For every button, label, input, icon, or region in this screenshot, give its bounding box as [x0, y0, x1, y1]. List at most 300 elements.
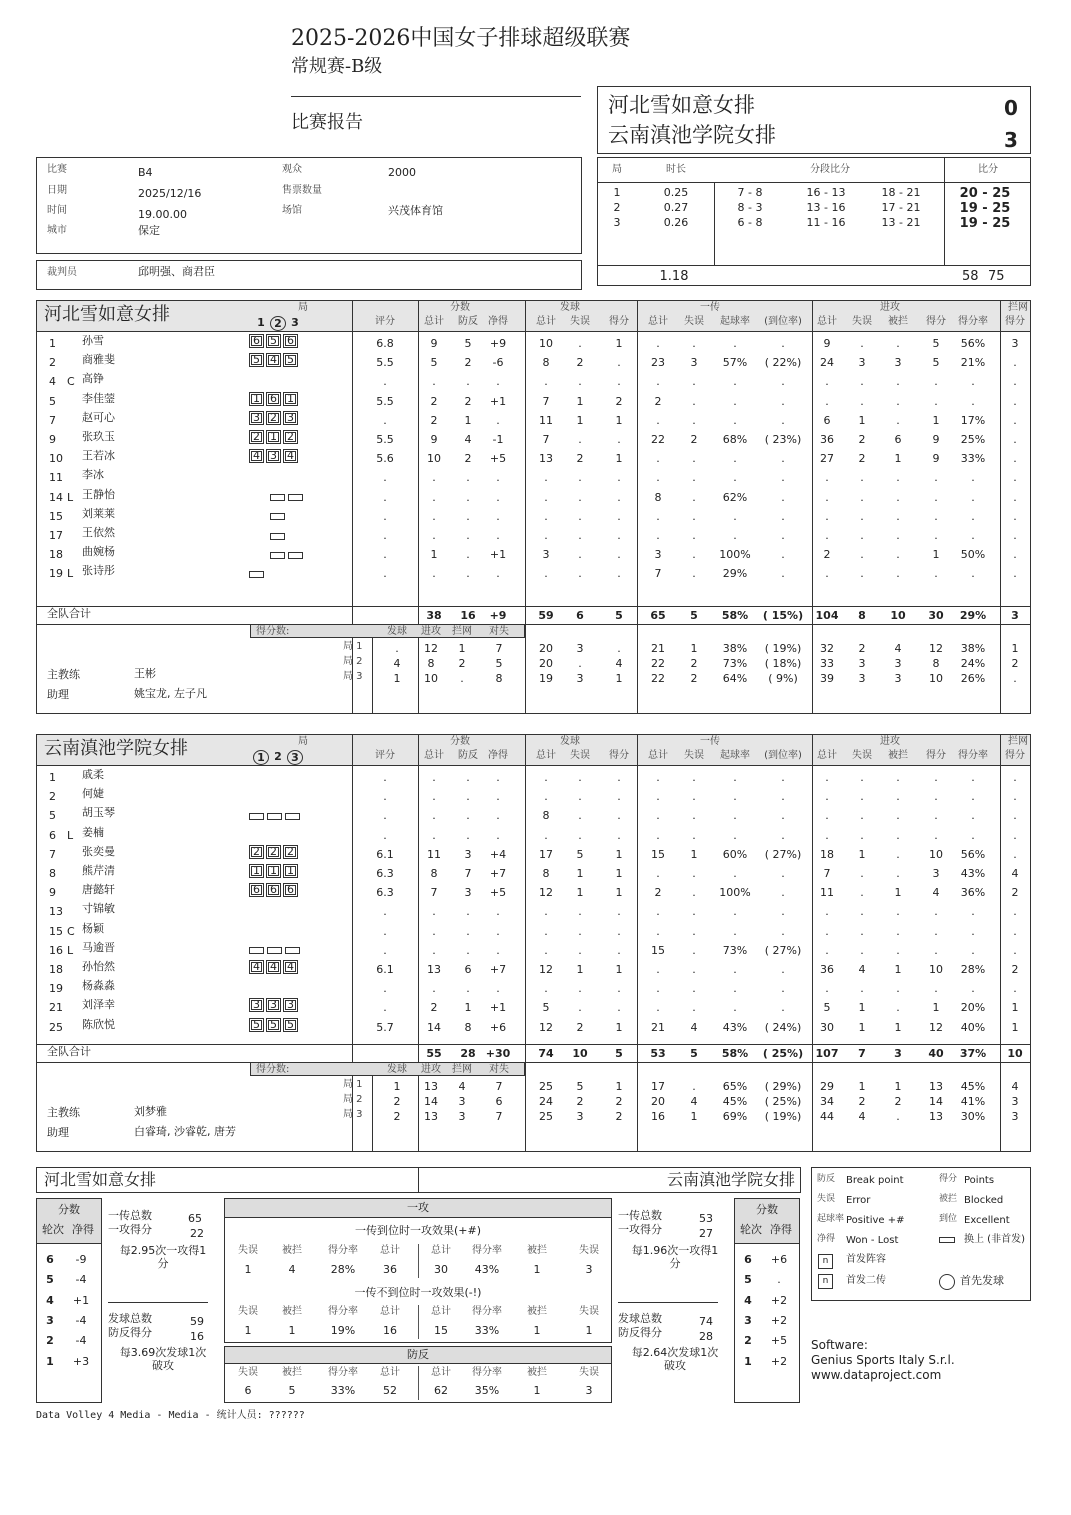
set-head: 局 — [298, 736, 308, 747]
col-head-vote: 评分 — [375, 750, 395, 761]
bottom-team-a: 河北雪如意女排 — [44, 1170, 157, 1189]
set-stat-cell: 4 — [894, 642, 902, 655]
set-col-number: 3 — [287, 750, 303, 765]
block-group: 拦网 — [1008, 736, 1028, 747]
stat-cell: . — [544, 982, 548, 996]
stat-cell: 1 — [615, 452, 623, 466]
stat-cell: . — [860, 905, 864, 919]
stat-cell: 2 — [858, 433, 866, 446]
stat-cell: 7 — [430, 886, 438, 900]
set-label: 局 2 — [343, 1094, 363, 1105]
stat-cell: 2 — [858, 452, 866, 466]
rotation-box: 6 — [266, 883, 281, 897]
fa-cell: 62 — [434, 1384, 448, 1397]
stat-cell: . — [896, 809, 900, 823]
stat-cell: . — [860, 886, 864, 900]
set-h-partial: 分段比分 — [810, 164, 850, 175]
total-cell: 107 — [815, 1047, 839, 1060]
stat-cell: . — [825, 924, 829, 938]
rotation-box: 4 — [249, 449, 264, 463]
stat-cell: . — [896, 529, 900, 542]
set-stat-cell: 19 — [539, 672, 553, 685]
stat-cell: . — [544, 529, 548, 542]
fa-cell: 33% — [474, 1324, 500, 1337]
col-head-pt: 得分 — [609, 750, 629, 761]
stat-cell: . — [896, 567, 900, 581]
set-stat-cell: 1 — [858, 1080, 866, 1093]
stat-cell: . — [1013, 943, 1017, 957]
stat-cell: 4 — [932, 886, 940, 900]
fa-bad-title: 一传不到位时一攻效果(-!) — [354, 1286, 482, 1299]
set-col-number: 2 — [270, 316, 286, 331]
player-number: 9 — [49, 433, 56, 446]
rotation-net: +3 — [72, 1354, 90, 1368]
stat-cell: . — [1013, 790, 1017, 804]
stat-cell: . — [860, 394, 864, 408]
stat-cell: . — [934, 828, 938, 842]
stat-cell: . — [496, 471, 500, 485]
first-attack-title: 一攻 — [407, 1201, 429, 1214]
set-stat-cell: 44 — [820, 1110, 834, 1123]
stat-cell: . — [1013, 394, 1017, 408]
player-name: 寸锦敏 — [82, 902, 115, 916]
set-stat-cell: 24 — [539, 1095, 553, 1108]
col-head-pt: 得分 — [926, 316, 946, 327]
stat-cell: 30 — [820, 1020, 834, 1034]
stat-cell: . — [1013, 828, 1017, 842]
assist-label: 助理 — [47, 688, 69, 701]
stat-cell: . — [934, 509, 938, 523]
stat-cell: . — [692, 886, 696, 900]
rotation-number: 6 — [46, 1253, 54, 1266]
player-number: 18 — [49, 963, 63, 976]
col-head-tot: 总计 — [424, 750, 444, 761]
rotation-number: 5 — [744, 1273, 752, 1287]
stat-cell: 1 — [858, 847, 866, 861]
stat-cell: 3 — [464, 886, 472, 900]
fa-col-head: 得分率 — [472, 1245, 502, 1256]
score-sets-b: 3 — [1004, 128, 1018, 152]
assist-names: 白睿琦, 沙睿乾, 唐芳 — [134, 1125, 236, 1138]
fa-col-head: 总计 — [431, 1306, 451, 1317]
set-duration: 0.26 — [663, 216, 689, 229]
stat-cell: . — [692, 337, 696, 350]
audience-label: 观众 — [282, 164, 302, 175]
player-number: 2 — [49, 790, 56, 804]
stat-cell: 27 — [820, 452, 834, 466]
stat-cell: . — [934, 471, 938, 485]
set-h-dur: 时长 — [666, 164, 686, 175]
set-stat-cell: 1 — [615, 1080, 623, 1093]
stat-cell: . — [896, 867, 900, 880]
player-rotation-boxes — [249, 392, 300, 406]
stat-cell: . — [466, 943, 470, 957]
set-stat-cell: 34 — [820, 1095, 834, 1108]
player-number: 11 — [49, 471, 63, 485]
stat-cell: 1 — [576, 394, 584, 408]
stat-cell: 18 — [820, 847, 834, 861]
fa-cell: 1 — [533, 1324, 541, 1337]
stat-cell: +7 — [489, 963, 507, 976]
stat-cell: . — [781, 375, 785, 389]
points-of-label: 得分数: — [256, 626, 290, 637]
player-role: L — [67, 567, 74, 581]
stat-cell: . — [934, 771, 938, 784]
col-head-tot: 总计 — [536, 316, 556, 327]
stat-cell: 8 — [654, 490, 662, 504]
legend-start: 首发阵容 — [846, 1254, 886, 1265]
rotation-box: 3 — [266, 998, 281, 1012]
stat-cell: 10 — [929, 963, 943, 976]
stat-cell: . — [1013, 905, 1017, 919]
stat-cell: . — [733, 509, 737, 523]
fa-col-head: 总计 — [431, 1245, 451, 1256]
stat-cell: . — [781, 413, 785, 427]
player-name: 王若冰 — [82, 449, 115, 463]
stat-cell: 2 — [615, 394, 623, 408]
total-cell: +9 — [489, 609, 507, 622]
player-number: 10 — [49, 452, 63, 466]
col-head-wl: 净得 — [488, 316, 508, 327]
stat-cell: 10 — [539, 337, 553, 350]
stat-cell: 1 — [932, 548, 940, 562]
set-score: 19 - 25 — [959, 201, 1011, 216]
set-partial-2: 16 - 13 — [806, 186, 846, 199]
stat-cell: . — [733, 924, 737, 938]
referee-box — [36, 260, 582, 290]
player-sub-marks — [249, 567, 267, 580]
stat-cell: 4 — [464, 433, 472, 446]
total-cell: 104 — [815, 609, 839, 622]
software-line1: Software: — [811, 1338, 868, 1352]
set-stat-cell: 13 — [929, 1080, 943, 1093]
stat-cell: . — [896, 1001, 900, 1015]
b-recv-note: 每1.96次一攻得1分 — [631, 1244, 719, 1270]
fa-col-head: 失误 — [579, 1306, 599, 1317]
stat-cell: . — [781, 828, 785, 842]
set-label: 局 3 — [343, 1109, 363, 1120]
stat-cell: . — [825, 828, 829, 842]
player-number: 7 — [49, 413, 56, 427]
stat-cell: 7 — [464, 867, 472, 880]
stat-cell: 100% — [719, 886, 751, 900]
stat-cell: 22 — [651, 433, 665, 446]
legend-err: 失误 — [817, 1194, 836, 1204]
reception-group: 一传 — [700, 302, 720, 313]
stat-cell: 1 — [615, 963, 623, 976]
set-stat-cell: 38% — [960, 642, 986, 655]
divider — [36, 606, 1031, 607]
stat-cell: . — [896, 548, 900, 562]
fa-cell: 1 — [533, 1384, 541, 1397]
player-number: 1 — [49, 337, 56, 350]
stat-cell: -1 — [492, 433, 504, 446]
stat-cell: . — [781, 924, 785, 938]
stat-cell: . — [860, 943, 864, 957]
legend-pos: 起球率 — [817, 1214, 845, 1224]
referee-value: 邱明强、商君臣 — [138, 265, 215, 278]
total-cell: 6 — [576, 609, 584, 622]
stat-cell: +4 — [489, 847, 507, 861]
stat-cell: . — [432, 567, 436, 581]
stat-cell: . — [578, 567, 582, 581]
legend-blkE: Blocked — [964, 1195, 1004, 1206]
stat-cell: . — [578, 548, 582, 562]
stat-cell: . — [544, 490, 548, 504]
rotation-number: 1 — [744, 1354, 752, 1368]
stat-cell: . — [733, 790, 737, 804]
stat-cell: 3 — [542, 548, 550, 562]
stat-cell: 4 — [1011, 867, 1019, 880]
player-name: 唐懿轩 — [82, 883, 115, 897]
b-recv-total: 53 — [699, 1212, 713, 1225]
stat-cell: +7 — [489, 867, 507, 880]
set-stat-cell: 14 — [929, 1095, 943, 1108]
stat-cell: . — [617, 982, 621, 996]
stat-cell: . — [383, 924, 387, 938]
player-number: 19 — [49, 982, 63, 996]
stat-cell: . — [544, 375, 548, 389]
stat-cell: . — [432, 943, 436, 957]
stat-cell: 12 — [539, 886, 553, 900]
stat-cell: . — [825, 790, 829, 804]
total-label: 全队合计 — [47, 607, 91, 620]
set-stat-cell: 20 — [651, 1095, 665, 1108]
total-cell: 5 — [690, 1047, 698, 1060]
defense-title: 防反 — [407, 1348, 429, 1361]
score-team-a: 河北雪如意女排 — [608, 93, 755, 117]
stat-cell: +5 — [489, 886, 507, 900]
of-block: 1 — [458, 642, 466, 655]
set-score: 19 - 25 — [959, 216, 1011, 231]
stat-cell: . — [432, 828, 436, 842]
stat-cell: . — [971, 924, 975, 938]
rotation-number: 2 — [46, 1334, 54, 1348]
stat-cell: 1 — [894, 1020, 902, 1034]
stat-cell: . — [432, 771, 436, 784]
of-block: . — [460, 672, 464, 685]
player-rotation-boxes — [249, 1018, 300, 1032]
player-number: 7 — [49, 847, 56, 861]
player-number: 19 — [49, 567, 63, 581]
b-recv-total-label: 一传总数 — [618, 1209, 662, 1222]
stat-cell: . — [781, 982, 785, 996]
fa-cell: 52 — [383, 1384, 397, 1397]
set-stat-cell: 69% — [722, 1110, 748, 1123]
fa-cell: 1 — [244, 1263, 252, 1276]
player-name: 王静怡 — [82, 487, 115, 501]
stat-cell: 1 — [932, 1001, 940, 1015]
serve-group: 发球 — [560, 736, 580, 747]
stat-cell: . — [383, 471, 387, 485]
stat-cell: 43% — [960, 867, 986, 880]
stat-cell: 5.6 — [376, 452, 394, 466]
stat-cell: . — [1013, 982, 1017, 996]
stat-cell: . — [383, 905, 387, 919]
stat-cell: . — [896, 943, 900, 957]
set-stat-cell: 1 — [690, 1110, 698, 1123]
stat-cell: . — [432, 471, 436, 485]
stat-cell: . — [383, 771, 387, 784]
col-head-blk2: 得分 — [1005, 316, 1025, 327]
a-serve-total-label: 发球总数 — [108, 1312, 152, 1325]
stat-cell: . — [383, 1001, 387, 1015]
stat-cell: 6 — [894, 433, 902, 446]
stat-cell: . — [860, 567, 864, 581]
rotation-net: +2 — [770, 1293, 788, 1307]
stat-cell: . — [496, 375, 500, 389]
points-of-ofb: 拦网 — [452, 626, 472, 637]
stat-cell: . — [432, 375, 436, 389]
col-head-tot: 总计 — [536, 750, 556, 761]
col-head-pt: 得分 — [609, 316, 629, 327]
player-name: 熊芹清 — [82, 864, 115, 877]
stat-cell: . — [971, 490, 975, 504]
player-number: 15 — [49, 924, 63, 938]
rotation-box: 3 — [249, 998, 264, 1012]
set-stat-cell: 20 — [539, 642, 553, 655]
time-label: 时间 — [47, 205, 67, 216]
rotation-box: 6 — [283, 883, 298, 897]
set-stat-cell: 4 — [615, 657, 623, 670]
player-name: 曲婉杨 — [82, 545, 115, 559]
of-block: 4 — [458, 1080, 466, 1093]
total-cell: 5 — [690, 609, 698, 622]
fa-cell: 43% — [474, 1263, 500, 1276]
stat-cell: . — [656, 509, 660, 523]
stat-cell: . — [383, 529, 387, 542]
player-name: 商雅斐 — [82, 353, 115, 367]
stat-cell: 1 — [615, 413, 623, 427]
score-team-b: 云南滇池学院女排 — [608, 123, 776, 147]
stat-cell: 1 — [615, 337, 623, 350]
stat-cell: . — [971, 828, 975, 842]
stat-cell: . — [578, 943, 582, 957]
stat-cell: 11 — [427, 847, 441, 861]
stat-cell: . — [1013, 771, 1017, 784]
fa-cell: 36 — [383, 1263, 397, 1276]
divider — [36, 1062, 1031, 1063]
player-rotation-boxes — [249, 449, 300, 463]
tickets-label: 售票数量 — [282, 185, 322, 196]
stat-cell: . — [617, 433, 621, 446]
set-stat-cell: 22 — [651, 672, 665, 685]
points-group: 分数 — [450, 302, 470, 313]
sub-mark — [288, 552, 303, 559]
col-head-err: 失误 — [684, 316, 704, 327]
set-stat-cell: 26% — [960, 672, 986, 685]
stat-cell: . — [971, 394, 975, 408]
player-rotation-boxes — [249, 334, 300, 348]
stat-cell: . — [466, 529, 470, 542]
attack-group: 进攻 — [880, 736, 900, 747]
stat-cell: 56% — [960, 337, 986, 350]
set-stat-cell: 3 — [1011, 1110, 1019, 1123]
bottom-team-b: 云南滇池学院女排 — [666, 1170, 795, 1189]
stat-cell: . — [896, 375, 900, 389]
legend-wlE: Won - Lost — [846, 1235, 899, 1246]
sub-mark — [285, 947, 300, 954]
player-number: 21 — [49, 1001, 63, 1015]
set-stat-cell: 2 — [615, 1095, 623, 1108]
stat-cell: . — [544, 828, 548, 842]
divider — [291, 96, 581, 97]
stat-cell: . — [578, 790, 582, 804]
stat-cell: 1 — [615, 886, 623, 900]
stat-cell: . — [733, 375, 737, 389]
stat-cell: . — [544, 771, 548, 784]
stat-cell: . — [781, 809, 785, 823]
col-head-vote: 评分 — [375, 316, 395, 327]
fa-cell: 5 — [288, 1384, 296, 1397]
legend-posE: Positive +# — [846, 1215, 905, 1226]
player-rotation-boxes — [249, 883, 300, 897]
a-recv-total: 65 — [188, 1212, 202, 1225]
audience-value: 2000 — [388, 166, 416, 179]
stat-cell: 1 — [894, 452, 902, 466]
player-number: 16 — [49, 943, 63, 957]
stat-cell: . — [971, 509, 975, 523]
stat-cell: . — [466, 924, 470, 938]
rotation-box: 2 — [283, 430, 298, 444]
set-stat-cell: 22 — [651, 657, 665, 670]
stat-cell: 7 — [542, 394, 550, 408]
rotation-net: +5 — [770, 1334, 788, 1348]
total-cell: 3 — [1011, 609, 1019, 622]
set-stat-cell: ( 9%) — [768, 672, 798, 685]
fa-col-head: 得分率 — [472, 1367, 502, 1378]
stat-cell: . — [692, 924, 696, 938]
player-number: 6 — [49, 828, 56, 842]
total-cell: 10 — [572, 1047, 588, 1060]
stat-cell: 40% — [960, 1020, 986, 1034]
stat-cell: . — [860, 471, 864, 485]
stat-cell: . — [733, 413, 737, 427]
stat-cell: . — [432, 509, 436, 523]
stat-cell: 6 — [464, 963, 472, 976]
of-serve: 2 — [393, 1110, 401, 1123]
col-head-tot: 总计 — [817, 750, 837, 761]
stat-cell: . — [860, 375, 864, 389]
stat-cell: . — [733, 452, 737, 466]
stat-cell: . — [496, 943, 500, 957]
stat-cell: 2 — [654, 394, 662, 408]
stat-cell: 62% — [722, 490, 748, 504]
rotation-box: 3 — [266, 449, 281, 463]
stat-cell: 3 — [858, 356, 866, 370]
stat-cell: . — [934, 982, 938, 996]
stat-cell: . — [544, 943, 548, 957]
of-serve: 1 — [393, 1080, 401, 1093]
player-number: 4 — [49, 375, 56, 389]
legend-subin: 换上 (非首发) — [964, 1234, 1025, 1245]
stat-cell: . — [781, 867, 785, 880]
fa-col-head: 得分率 — [328, 1306, 358, 1317]
player-number: 25 — [49, 1020, 63, 1034]
stat-cell: . — [617, 375, 621, 389]
stat-cell: . — [432, 790, 436, 804]
stat-cell: . — [1013, 433, 1017, 446]
rotation-box: 2 — [249, 845, 264, 859]
a-bp: 16 — [190, 1330, 204, 1343]
points-of-ofa: 进攻 — [421, 1064, 441, 1075]
of-opp: 8 — [495, 672, 503, 685]
rotation-box: 6 — [249, 883, 264, 897]
set-stat-cell: 12 — [929, 642, 943, 655]
stat-cell: . — [825, 471, 829, 485]
fa-cell: 3 — [585, 1263, 593, 1276]
player-number: 13 — [49, 905, 63, 919]
